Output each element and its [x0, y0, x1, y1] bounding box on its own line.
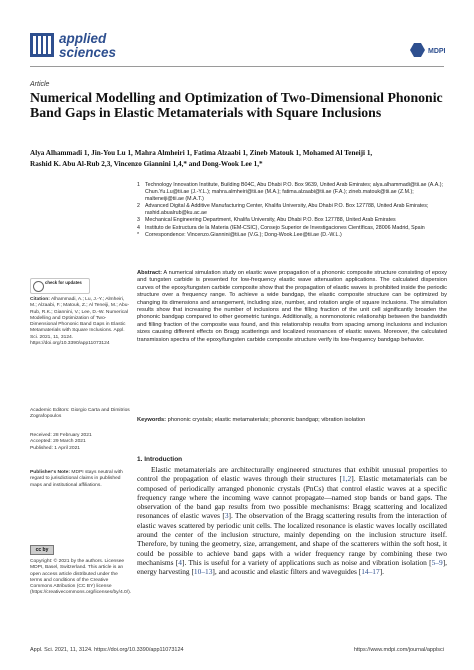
publisher-note-label: Publisher's Note: [30, 470, 71, 475]
citation-link[interactable]: 1,2 [341, 474, 352, 484]
check-updates-label: check for updates [45, 280, 82, 285]
publisher-note-text: MDPI stays neutral with regard to jurisdictional claims in published maps and institutional affiliations. [30, 470, 123, 488]
citation-link[interactable]: 14–17 [361, 567, 380, 577]
dates-block [30, 433, 130, 452]
citation-text: Alhammadi, A.; Lu, J.-Y.; Almheiri, M.; Alzaabi, F.; Matouk, Z.; Al Teneiji, M.; Abu-Rub, R.K.; Giannini, V.; Lee, D.-W. Numerical Modelling and Optimization of Two-Dimensional Phononic Band Gaps in Elastic Metamaterials with Square Inclusions. Appl. Sci. 2021, 11, 3124. https://doi.org/10.3390/app11073124 [30, 297, 130, 347]
received-date: Received: 28 February 2021 [30, 433, 92, 438]
header-rule [30, 66, 444, 67]
article-type: Article [30, 81, 50, 88]
copyright-text: Copyright: © 2021 by the authors. Licensee MDPI, Basel, Switzerland. This article is an open access article distributed under the terms and conditions of the Creative Commons Attribution (CC BY) license (https://creativecommons.org/licenses/by/4.0/). [30, 559, 132, 596]
publisher-note [30, 470, 130, 489]
journal-name-line1: applied [59, 31, 107, 46]
abstract-text: A numerical simulation study on elastic wave propagation of a phononic composite structure consisting of epoxy and tungsten carbide is presented for low-frequency elastic wave attenuation applications. The calculated dispersion curves of the epoxy/tungsten carbide composite show that the propagation of elastic waves is prohibited inside the periodic structure over a frequency range. To achieve a wide bandgap, the elastic composite structure can be optimized by changing its dimensions and arrangement, including size, number, and rotation angle of square inclusions. The simulation results show that increasing the number of inclusions and the filling fraction of the unit cell significantly broaden the phononic bandgap compared to other geometric tunings. Additionally, a nonmonotonic relationship between the bandwidth and filling fraction of the composite was found, and this relationship results from spacing among inclusions and inclusion sizes causing different effects on Bragg scatterings and localized resonances of elastic waves. Moreover, the calculated transmission spectra of the epoxy/tungsten carbide composite structure verify its low-frequency bandgap behavior. [137, 270, 447, 343]
affiliation-item: 3 Mechanical Engineering Department, Khalifa University, Abu Dhabi P.O. Box 127788, United Arab Emirates [137, 217, 396, 224]
check-updates-icon [33, 281, 44, 292]
accepted-date: Accepted: 29 March 2021 [30, 439, 86, 445]
intro-heading: 1. Introduction [137, 456, 183, 463]
article-title: Numerical Modelling and Optimization of Two-Dimensional Phononic Band Gaps in Elastic Metamaterials with Square Inclusions [30, 90, 443, 120]
affiliation-list [137, 182, 447, 239]
footer-journal-link[interactable]: https://www.mdpi.com/journal/applsci [353, 647, 444, 653]
citation-link[interactable]: 5–9 [431, 557, 443, 567]
author-list [30, 148, 444, 169]
abstract [137, 270, 447, 344]
mdpi-logo-text: MDPI [428, 48, 446, 55]
journal-logo-icon [30, 33, 54, 57]
journal-name [59, 32, 116, 60]
affiliation-item: 2 Advanced Digital & Additive Manufacturing Center, Khalifa University, Abu Dhabi P.O. Box 127788, United Arab Emirates; rashid.abualrub@ku.ac.ae [137, 203, 429, 217]
authors-line-2: Rashid K. Abu Al-Rub 2,3, Vincenzo Giannini 1,4,* and Dong-Wook Lee 1,* [30, 159, 263, 168]
affiliation-item: 1 Technology Innovation Institute, Building B04C, Abu Dhabi P.O. Box 9639, United Arab Emirates; alya.alhammadi@tii.ae (A.A.); Chun.Yu.Lu@tii.ae (J.-Y.L.); mahra.almheiri@tii.ae (M.A.); fatima.alzaabi@tii.ae (F.A.); zineb.matouk@tii.ae (Z.M.); malteneiji@tii.ae (M.A.T.) [137, 182, 443, 203]
journal-name-line2: sciences [59, 45, 117, 60]
academic-editors: Academic Editors: Giorgio Carta and Dimitrios Zografopoulos [30, 408, 130, 420]
citation-block [30, 297, 130, 347]
cc-license-icon[interactable]: cc by [30, 545, 54, 555]
citation-link[interactable]: 10–13 [193, 567, 213, 577]
footer-citation: Appl. Sci. 2021, 11, 3124. https://doi.org/10.3390/app11073124 [30, 647, 184, 653]
intro-paragraph: Elastic metamaterials are architecturally engineered structures that exhibit unusual properties to control the propagation of elastic waves through their structures [1,2]. Elastic metamaterials can be composed of periodically arranged phononic crystals (PnCs) that control elastic waves at a specific frequency range where the incoming wave cannot propagate—named stop bands or band gaps. The observation of the band gap results from two possible mechanisms: Bragg scattering and localized resonances of elastic waves [3]. The observation of the Bragg scattering results from the interaction of elastic waves scattered by periodic unit cells. The localized resonance is elastic waves locally oscillated around the center of the inclusion structure, mainly depending on the inclusion structure itself. Therefore, by tuning the geometry, size, arrangement, and shape of the scatterers within the soft host, it could be possible to achieve band gaps with a wider frequency range by combining these two mechanisms [4]. This is useful for a variety of applications such as noise and vibration isolation [5–9], energy harvesting [10–13], and acoustic and elastic filters and waveguides [14–17]. [137, 465, 447, 577]
keywords [137, 417, 447, 424]
abstract-label: Abstract: [137, 270, 162, 276]
citation-label: Citation: [30, 297, 50, 302]
keywords-label: Keywords: [137, 417, 167, 423]
authors-line-1: Alya Alhammadi 1, Jin-You Lu 1, Mahra Almheiri 1, Fatima Alzaabi 1, Zineb Matouk 1, Mohamed Al Teneiji 1, [30, 149, 373, 157]
citation-link[interactable]: 3 [224, 511, 229, 521]
affiliation-item: 4 Instituto de Estructura de la Materia (IEM-CSIC), Consejo Superior de Investigaciones Científicas, 28006 Madrid, Spain [137, 224, 425, 231]
citation-link[interactable]: 4 [178, 557, 182, 567]
intro-body [137, 465, 447, 577]
check-updates-button[interactable] [30, 278, 90, 294]
published-date: Published: 1 April 2021 [30, 445, 81, 451]
keywords-text: phononic crystals; elastic metamaterials; phononic bandgap; vibration isolation [167, 417, 366, 423]
mdpi-logo-icon [409, 42, 446, 58]
correspondence: * Correspondence: Vincenzo.Giannini@tii.ae (V.G.); Dong-Wook.Lee@tii.ae (D.-W.L.) [137, 231, 342, 238]
